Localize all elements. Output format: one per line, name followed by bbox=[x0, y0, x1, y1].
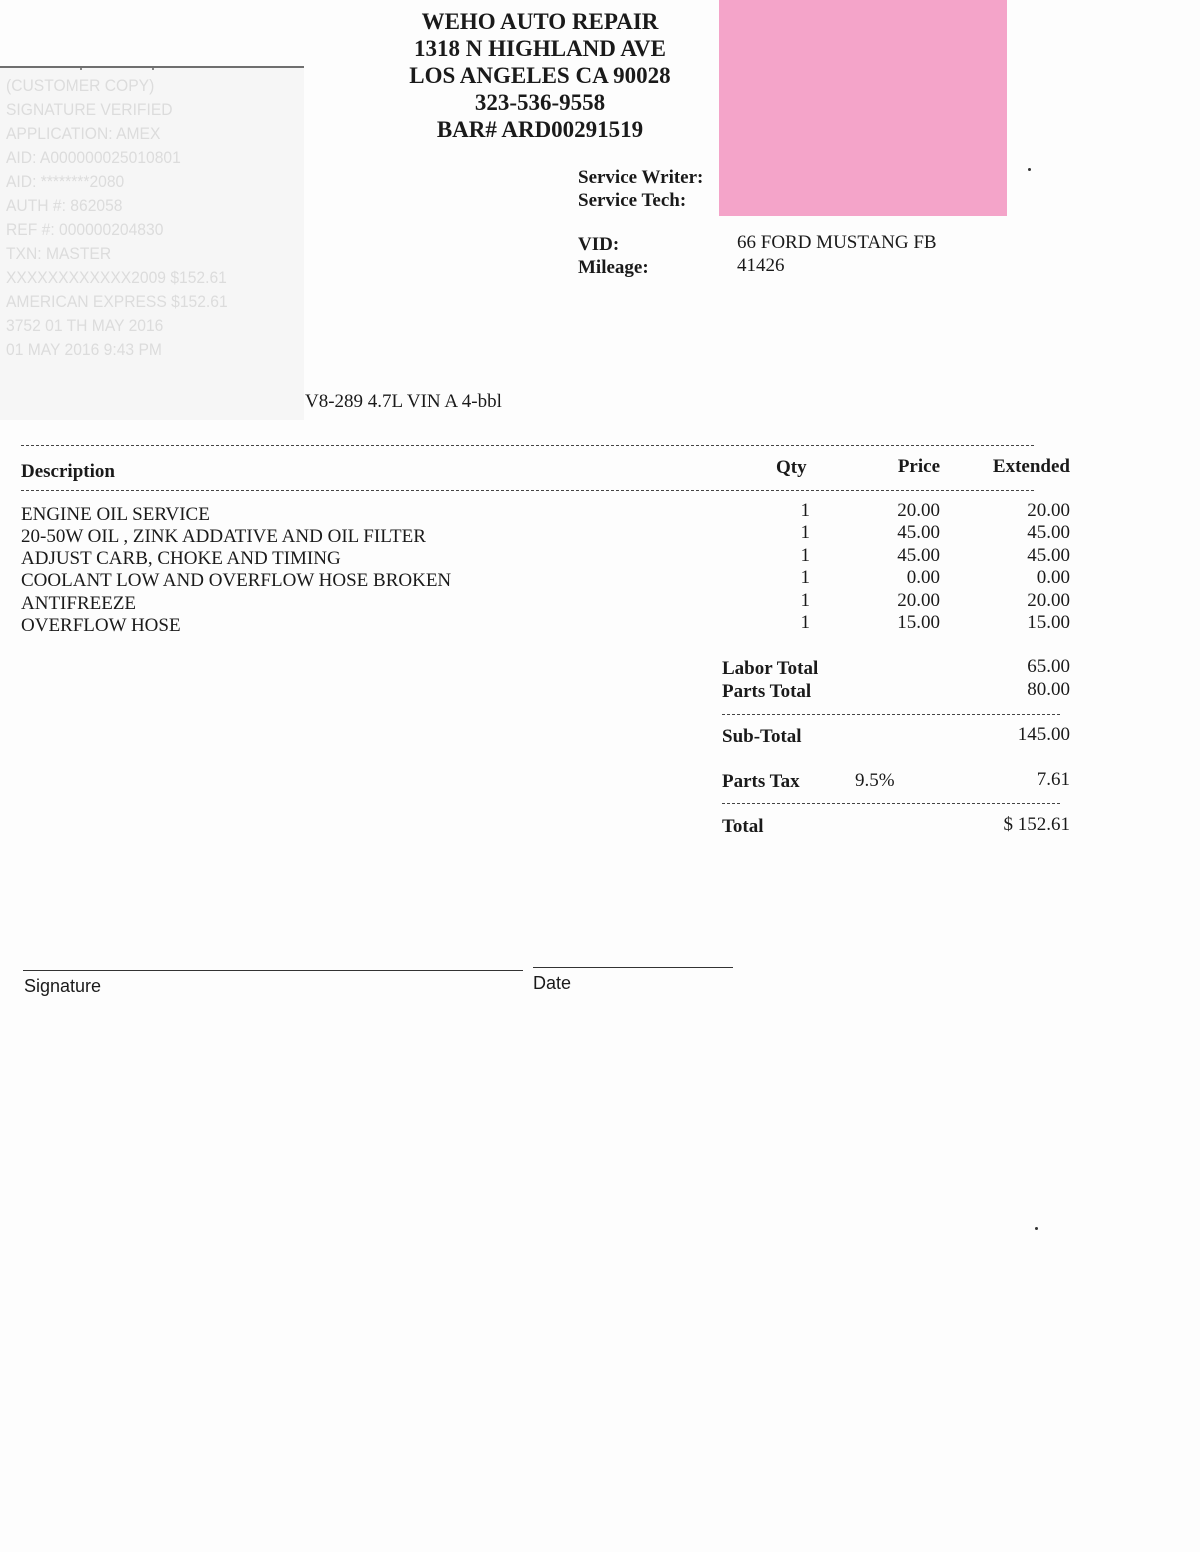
table-row bbox=[0, 567, 1200, 592]
receipt-line: AID: ********2080 bbox=[6, 172, 125, 191]
total-divider bbox=[722, 803, 1060, 804]
item-price: 45.00 bbox=[897, 522, 940, 543]
item-qty: 1 bbox=[800, 590, 810, 611]
receipt-line: XXXXXXXXXXXX2009 $152.61 bbox=[6, 268, 227, 287]
date-label: Date bbox=[533, 973, 572, 993]
vid-label: VID: bbox=[578, 234, 620, 255]
mileage-value: 41426 bbox=[737, 255, 785, 276]
receipt-line: (CUSTOMER COPY) bbox=[6, 76, 155, 95]
item-qty: 1 bbox=[800, 545, 810, 566]
column-header-qty: Qty bbox=[776, 457, 807, 478]
mileage-label: Mileage: bbox=[578, 257, 649, 278]
total-label: Total bbox=[722, 816, 764, 837]
shop-address-line1: 1318 N HIGHLAND AVE bbox=[414, 36, 666, 61]
column-header-description: Description bbox=[21, 461, 115, 482]
item-price: 20.00 bbox=[897, 590, 940, 611]
signature-label: Signature bbox=[24, 976, 102, 996]
item-price: 45.00 bbox=[897, 545, 940, 566]
item-description: ADJUST CARB, CHOKE AND TIMING bbox=[21, 548, 341, 569]
item-description: ENGINE OIL SERVICE bbox=[21, 504, 210, 525]
column-header-extended: Extended bbox=[992, 456, 1070, 477]
vehicle-description: 66 FORD MUSTANG FB bbox=[737, 232, 937, 253]
item-description: 20-50W OIL , ZINK ADDATIVE AND OIL FILTER bbox=[21, 526, 426, 547]
item-extended: 45.00 bbox=[1027, 522, 1070, 543]
service-writer-label: Service Writer: bbox=[578, 167, 704, 188]
item-extended: 20.00 bbox=[1027, 590, 1070, 611]
parts-total-value: 80.00 bbox=[1027, 679, 1070, 700]
item-description: ANTIFREEZE bbox=[21, 593, 137, 614]
receipt-line: AUTH #: 862058 bbox=[6, 196, 123, 215]
shop-phone: 323-536-9558 bbox=[474, 90, 606, 115]
labor-total-value: 65.00 bbox=[1027, 656, 1070, 677]
item-qty: 1 bbox=[800, 522, 810, 543]
signature-line bbox=[23, 970, 523, 971]
receipt-line: AID: A000000025010801 bbox=[6, 148, 181, 167]
table-row bbox=[0, 612, 1200, 637]
receipt-line: APPLICATION: AMEX bbox=[6, 124, 161, 143]
receipt-line: TXN: MASTER bbox=[6, 244, 112, 263]
item-extended: 45.00 bbox=[1027, 545, 1070, 566]
receipt-line: 3752 01 TH MAY 2016 bbox=[6, 316, 164, 335]
item-qty: 1 bbox=[800, 500, 810, 521]
subtotal-value: 145.00 bbox=[1017, 724, 1070, 745]
scan-speck bbox=[1028, 168, 1031, 171]
item-description: OVERFLOW HOSE bbox=[21, 615, 181, 636]
table-top-divider bbox=[21, 445, 1034, 446]
shop-bar-number: BAR# ARD00291519 bbox=[436, 117, 644, 142]
table-header-divider bbox=[21, 490, 1034, 491]
item-description: COOLANT LOW AND OVERFLOW HOSE BROKEN bbox=[21, 570, 452, 591]
engine-spec: V8-289 4.7L VIN A 4-bbl bbox=[305, 391, 502, 412]
item-price: 15.00 bbox=[897, 612, 940, 633]
column-header-price: Price bbox=[897, 456, 940, 477]
receipt-line: 01 MAY 2016 9:43 PM bbox=[6, 340, 162, 359]
item-extended: 15.00 bbox=[1027, 612, 1070, 633]
parts-tax-label: Parts Tax bbox=[722, 771, 800, 792]
shop-header bbox=[330, 8, 750, 143]
shop-address-line2: LOS ANGELES CA 90028 bbox=[409, 63, 671, 88]
item-extended: 0.00 bbox=[1036, 567, 1070, 588]
date-line bbox=[533, 967, 733, 968]
receipt-slip bbox=[0, 66, 304, 420]
parts-tax-rate: 9.5% bbox=[855, 770, 895, 791]
shop-name: WEHO AUTO REPAIR bbox=[421, 9, 659, 34]
item-qty: 1 bbox=[800, 567, 810, 588]
subtotal-divider bbox=[722, 714, 1060, 715]
parts-total-label: Parts Total bbox=[722, 681, 812, 702]
scan-speck bbox=[1035, 1227, 1038, 1230]
item-price: 0.00 bbox=[906, 567, 940, 588]
receipt-line: SIGNATURE VERIFIED bbox=[6, 100, 173, 119]
total-value: $ 152.61 bbox=[1003, 814, 1070, 835]
parts-tax-value: 7.61 bbox=[1036, 769, 1070, 790]
service-tech-label: Service Tech: bbox=[578, 190, 687, 211]
receipt-line: REF #: 000000204830 bbox=[6, 220, 164, 239]
item-price: 20.00 bbox=[897, 500, 940, 521]
sticky-note-redaction bbox=[719, 0, 1007, 216]
labor-total-label: Labor Total bbox=[722, 658, 819, 679]
subtotal-label: Sub-Total bbox=[722, 726, 802, 747]
item-extended: 20.00 bbox=[1027, 500, 1070, 521]
receipt-line: AMERICAN EXPRESS $152.61 bbox=[6, 292, 228, 311]
staple bbox=[80, 66, 154, 70]
item-qty: 1 bbox=[800, 612, 810, 633]
